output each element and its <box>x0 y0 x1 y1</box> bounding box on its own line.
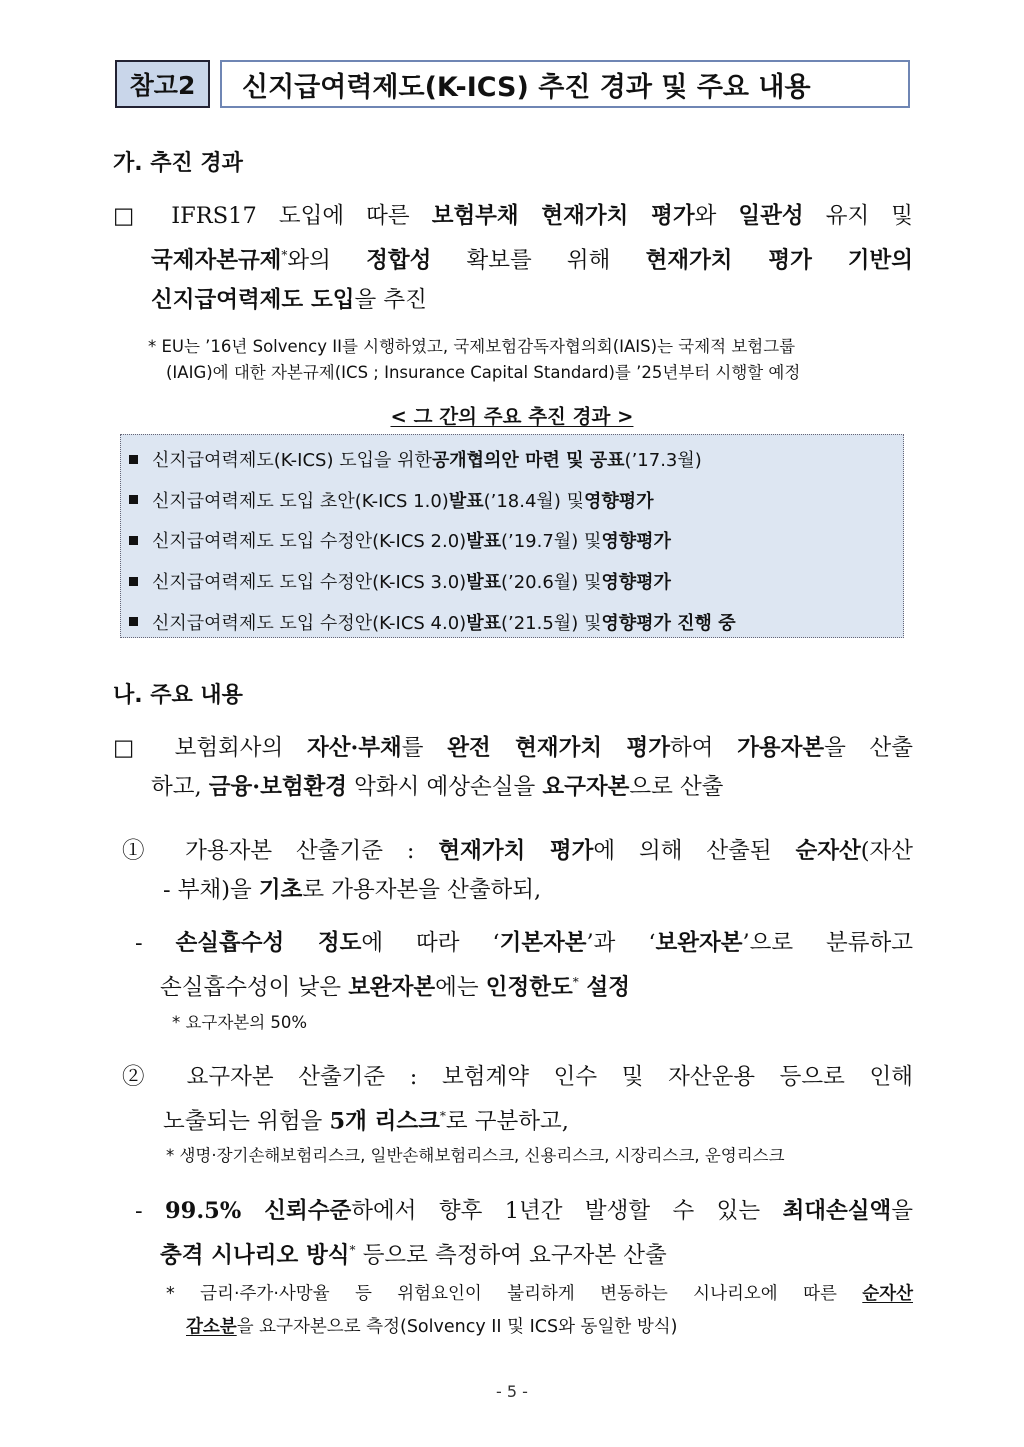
square-bullet-icon <box>129 455 138 464</box>
footnote-eu-solvency: * EU는 ’16년 Solvency II를 시행하였고, 국제보험감독자협의회(IAIS)는 국제적 보험그룹 (IAIG)에 대한 자본규제(ICS ; Insurance Capital Standard)를 ’25년부터 시행할 예정 <box>148 337 801 382</box>
item-available-capital-detail: - 손실흡수성 정도에 따라 ‘기본자본’과 ‘보완자본’으로 분류하고 손실흡수성이 낮은 보완자본에는 인정한도* 설정 <box>135 930 913 1001</box>
checkbox-bullet: □ <box>113 203 150 229</box>
list-item: 신지급여력제도 도입 수정안(K-ICS 4.0) 발표 (’21.5월) 및 영향평가 진행 중 <box>121 601 903 642</box>
page-title: 신지급여력제도(K-ICS) 추진 경과 및 주요 내용 <box>220 60 910 108</box>
list-item: 신지급여력제도 도입 수정안(K-ICS 2.0) 발표 (’19.7월) 및 영향평가 <box>121 520 903 561</box>
footnote-shock-scenario: * 금리·주가·사망율 등 위험요인이 불리하게 변동하는 시나리오에 따른 순자산 감소분을 요구자본으로 측정(Solvency II 및 ICS와 동일한 방식) <box>166 1284 913 1337</box>
square-bullet-icon <box>129 577 138 586</box>
history-title: < 그 간의 주요 추진 경과 > <box>390 405 634 428</box>
checkbox-bullet: □ <box>113 735 151 761</box>
item-required-capital: ② 요구자본 산출기준 : 보험계약 인수 및 자산운용 등으로 인해 노출되는 위험을 5개 리스크*로 구분하고, <box>122 1064 913 1135</box>
section-heading-main-content: 나. 주요 내용 <box>113 683 243 708</box>
footnote-five-risks: * 생명·장기손해보험리스크, 일반손해보험리스크, 신용리스크, 시장리스크, 운영리스크 <box>166 1146 785 1165</box>
list-item: 신지급여력제도 도입 수정안(K-ICS 3.0) 발표 (’20.6월) 및 영향평가 <box>121 561 903 602</box>
reference-label: 참고2 <box>115 60 210 108</box>
footnote-supplementary-limit: * 요구자본의 50% <box>172 1013 308 1032</box>
main-paragraph: □ 보험회사의 자산·부채를 완전 현재가치 평가하여 가용자본을 산출 하고, 금융·보험환경 악화시 예상손실을 요구자본으로 산출 <box>113 735 914 800</box>
list-item: 신지급여력제도 도입 초안(K-ICS 1.0) 발표 (’18.4월) 및 영향평가 <box>121 480 903 521</box>
square-bullet-icon <box>129 617 138 626</box>
intro-paragraph: □ IFRS17 도입에 따른 보험부채 현재가치 평가와 일관성 유지 및 국제자본규제*와의 정합성 확보를 위해 현재가치 평가 기반의 신지급여력제도 도입을 추진 <box>113 203 914 313</box>
page-number: - 5 - <box>496 1382 528 1401</box>
list-item: 신지급여력제도(K-ICS) 도입을 위한 공개협의안 마련 및 공표 (’17.3월) <box>121 439 903 480</box>
section-heading-progress: 가. 추진 경과 <box>113 151 243 176</box>
square-bullet-icon <box>129 495 138 504</box>
item-required-capital-detail: - 99.5% 신뢰수준하에서 향후 1년간 발생할 수 있는 최대손실액을 충격 시나리오 방식* 등으로 측정하여 요구자본 산출 <box>135 1198 913 1269</box>
square-bullet-icon <box>129 536 138 545</box>
history-list <box>120 434 904 638</box>
item-available-capital: ① 가용자본 산출기준 : 현재가치 평가에 의해 산출된 순자산(자산 - 부채)을 기초로 가용자본을 산출하되, <box>122 838 914 903</box>
